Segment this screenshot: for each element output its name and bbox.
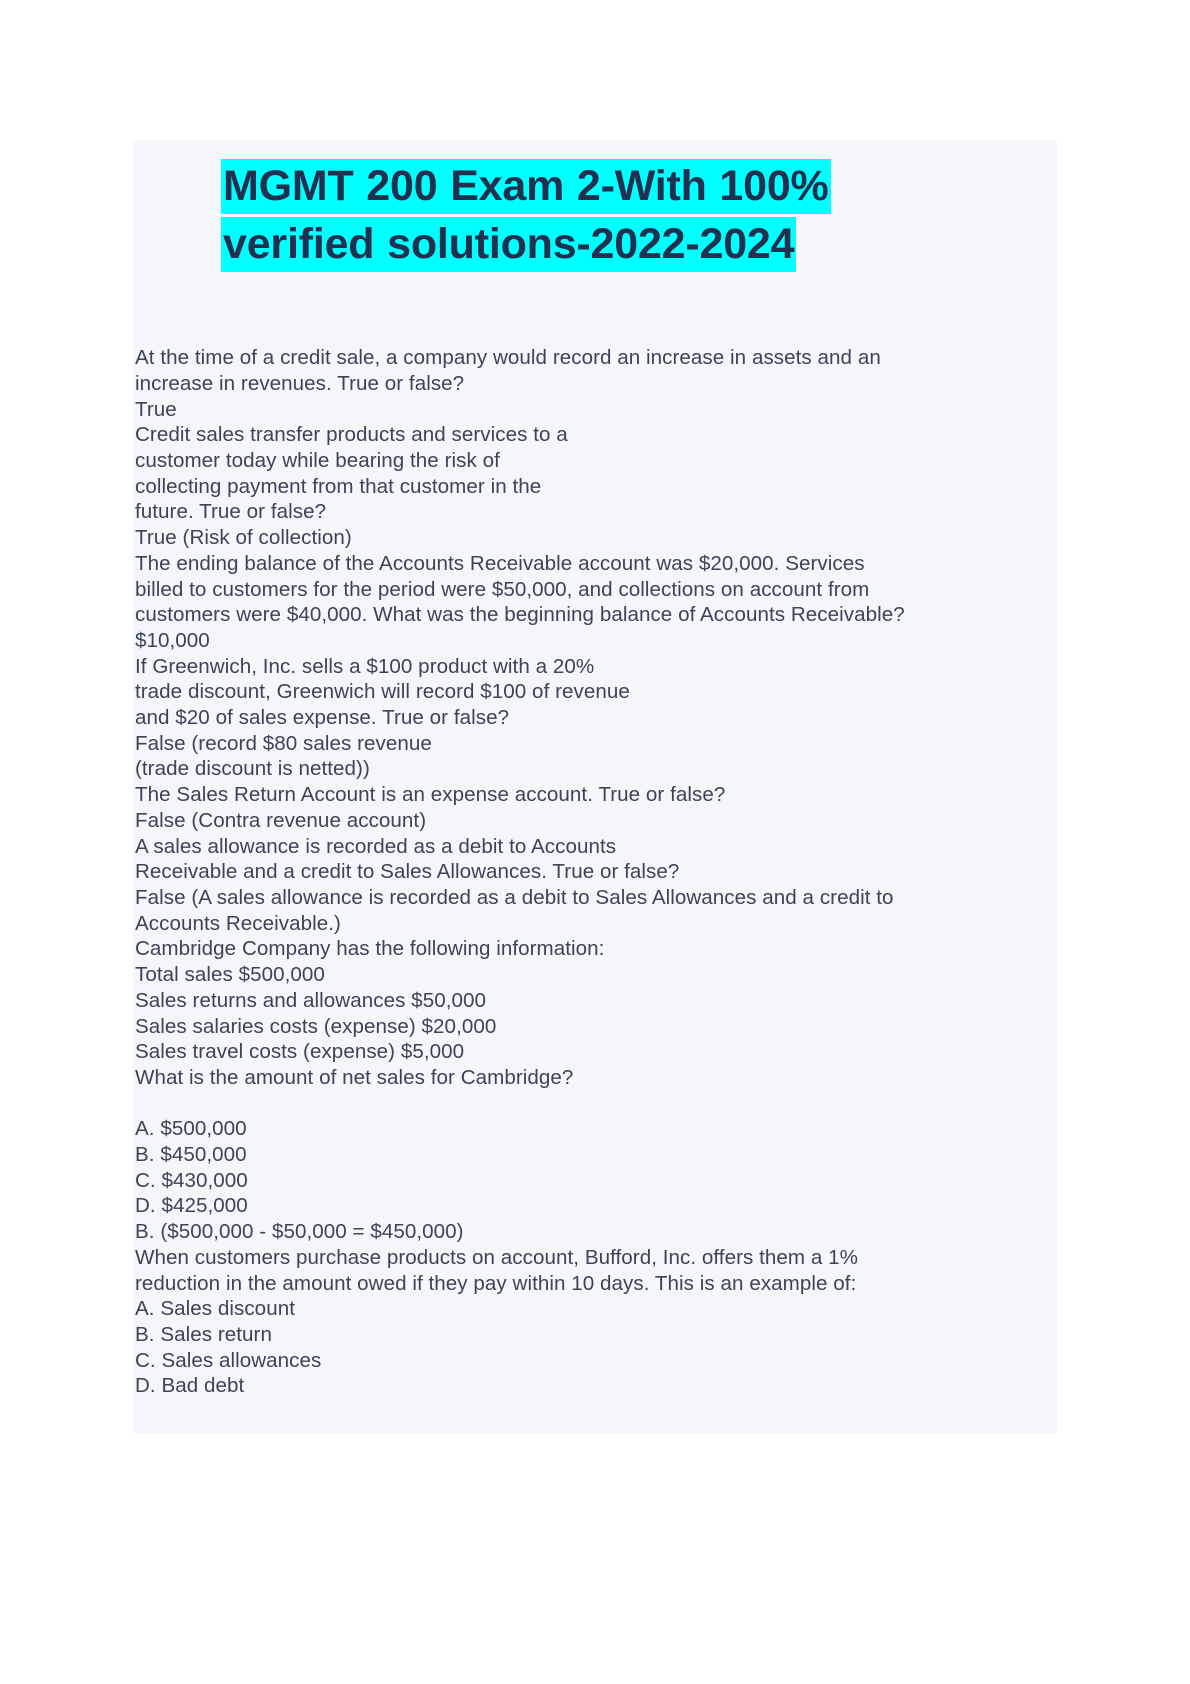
body-line: B. ($500,000 - $50,000 = $450,000) bbox=[135, 1220, 464, 1244]
body-line: False (Contra revenue account) bbox=[135, 808, 427, 832]
body-line: Sales returns and allowances $50,000 bbox=[135, 988, 486, 1012]
body-line: B. $450,000 bbox=[135, 1143, 247, 1166]
body-line: increase in revenues. True or false? bbox=[135, 371, 465, 395]
body-line: and $20 of sales expense. True or false? bbox=[135, 706, 510, 730]
body-line: The Sales Return Account is an expense account. True or false? bbox=[135, 783, 726, 807]
page-title-line-1: MGMT 200 Exam 2-With 100% bbox=[221, 159, 831, 214]
body-line: collecting payment from that customer in the bbox=[135, 474, 542, 498]
body-line: customer today while bearing the risk of bbox=[135, 449, 500, 473]
body-line: A. $500,000 bbox=[135, 1117, 247, 1141]
body-line: True bbox=[135, 397, 177, 421]
body-line bbox=[135, 1091, 1041, 1117]
body-line: C. Sales allowances bbox=[135, 1348, 322, 1372]
body-line: reduction in the amount owed if they pay within 10 days. This is an example of: bbox=[135, 1271, 857, 1295]
body-line: B. Sales return bbox=[135, 1322, 272, 1346]
title-block bbox=[133, 140, 1057, 273]
body-line: What is the amount of net sales for Cambridge? bbox=[135, 1065, 574, 1089]
body-line: False (record $80 sales revenue bbox=[135, 731, 432, 755]
body-line: When customers purchase products on account, Bufford, Inc. offers them a 1% bbox=[135, 1245, 859, 1269]
body-line: A sales allowance is recorded as a debit to Accounts bbox=[135, 834, 617, 858]
body-line: Sales travel costs (expense) $5,000 bbox=[135, 1040, 465, 1064]
body-line: Total sales $500,000 bbox=[135, 963, 325, 987]
body-line: False (A sales allowance is recorded as a debit to Sales Allowances and a credit to bbox=[135, 885, 894, 909]
body-line: customers were $40,000. What was the beginning balance of Accounts Receivable? bbox=[135, 603, 905, 627]
page-title bbox=[133, 158, 1057, 273]
body-line: The ending balance of the Accounts Receivable account was $20,000. Services bbox=[135, 551, 865, 575]
body-line: Receivable and a credit to Sales Allowances. True or false? bbox=[135, 860, 680, 884]
body-line: Cambridge Company has the following information: bbox=[135, 937, 605, 961]
body-line: Credit sales transfer products and services to a bbox=[135, 423, 568, 447]
page-title-line-2: verified solutions-2022-2024 bbox=[221, 217, 796, 272]
content-panel bbox=[133, 140, 1057, 1433]
document-body bbox=[133, 345, 1057, 1433]
body-line: $10,000 bbox=[135, 628, 210, 652]
body-line: Accounts Receivable.) bbox=[135, 911, 341, 935]
body-line: D. $425,000 bbox=[135, 1194, 248, 1218]
body-line: (trade discount is netted)) bbox=[135, 757, 370, 781]
body-line: At the time of a credit sale, a company would record an increase in assets and an bbox=[135, 346, 881, 370]
body-line: future. True or false? bbox=[135, 500, 327, 524]
body-line: Sales salaries costs (expense) $20,000 bbox=[135, 1014, 497, 1038]
body-line: A. Sales discount bbox=[135, 1297, 295, 1321]
body-line: C. $430,000 bbox=[135, 1168, 248, 1192]
title-spacer bbox=[133, 273, 1057, 345]
body-line: If Greenwich, Inc. sells a $100 product with a 20% bbox=[135, 654, 595, 678]
body-line: billed to customers for the period were $50,000, and collections on account from bbox=[135, 577, 870, 601]
body-line: True (Risk of collection) bbox=[135, 526, 352, 550]
body-line: D. Bad debt bbox=[135, 1374, 245, 1398]
body-line: trade discount, Greenwich will record $100 of revenue bbox=[135, 680, 630, 704]
